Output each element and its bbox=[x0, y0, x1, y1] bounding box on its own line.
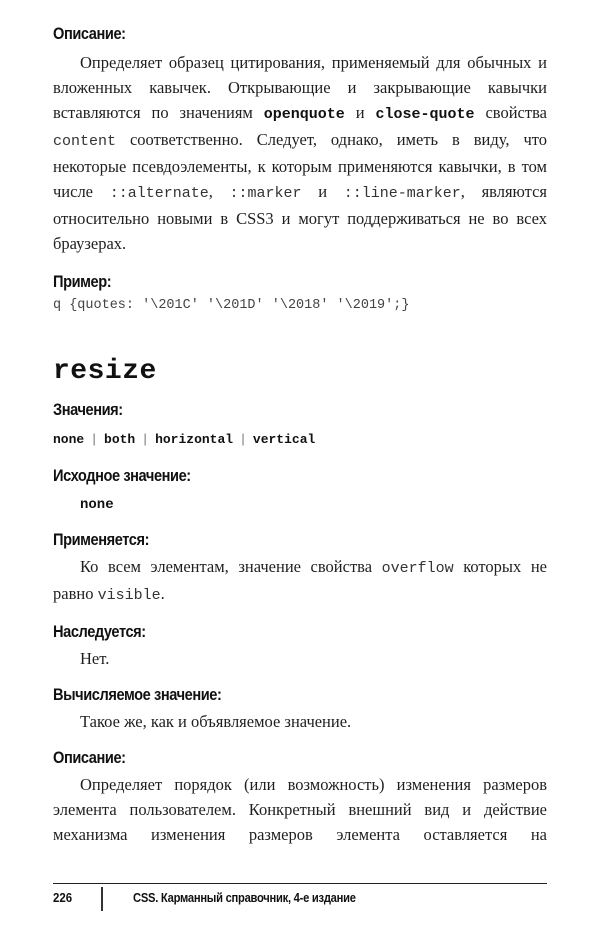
example-heading: Пример: bbox=[53, 272, 112, 291]
text: свойства bbox=[474, 103, 547, 122]
initial-value-code: none bbox=[80, 497, 114, 513]
code-alternate: ::alternate bbox=[109, 185, 209, 202]
book-title: CSS. Карманный справочник, 4-е издание bbox=[133, 890, 356, 905]
separator: | bbox=[239, 432, 247, 447]
resize-description-heading: Описание: bbox=[53, 748, 126, 767]
text: , являются относительно новыми в CSS3 и могут поддерживаться не во всех браузерах. bbox=[53, 182, 547, 253]
code-visible: visible bbox=[97, 587, 161, 604]
code-line-marker: ::line-marker bbox=[343, 185, 461, 202]
text: которых не равно bbox=[53, 557, 547, 603]
text: и bbox=[301, 182, 344, 201]
code-close-quote: close-quote bbox=[375, 106, 475, 123]
value-none: none bbox=[53, 432, 85, 447]
code-openquote: openquote bbox=[263, 106, 345, 123]
text: , bbox=[208, 182, 230, 201]
code-marker: ::marker bbox=[229, 185, 302, 202]
footer-divider bbox=[101, 887, 103, 911]
page-footer bbox=[53, 883, 547, 911]
applies-text bbox=[53, 554, 547, 608]
value-both: both bbox=[104, 432, 136, 447]
description-heading: Описание: bbox=[53, 24, 126, 43]
page-content bbox=[53, 22, 547, 847]
text: . bbox=[160, 584, 165, 603]
code-overflow: overflow bbox=[381, 560, 454, 577]
values-heading: Значения: bbox=[53, 400, 123, 419]
text: Определяет образец цитирования, применяемый для обычных и вложенных кавычек. Открывающие и закрывающие кавычки вставляются по значениям bbox=[53, 53, 547, 122]
computed-heading: Вычисляемое значение: bbox=[53, 685, 222, 704]
initial-value bbox=[53, 490, 547, 518]
page-number: 226 bbox=[53, 890, 73, 905]
applies-heading: Применяется: bbox=[53, 530, 150, 549]
inherited-heading: Наследуется: bbox=[53, 622, 146, 641]
text: и bbox=[344, 103, 376, 122]
value-horizontal: horizontal bbox=[155, 432, 234, 447]
example-code: q {quotes: '\201C' '\201D' '\2018' '\2019';} bbox=[53, 298, 410, 313]
text: Ко всем элементам, значение свойства bbox=[80, 557, 382, 576]
property-title-resize: resize bbox=[53, 356, 157, 387]
code-content: content bbox=[53, 133, 117, 150]
value-vertical: vertical bbox=[252, 432, 316, 447]
inherited-value: Нет. bbox=[80, 649, 110, 668]
separator: | bbox=[141, 432, 150, 447]
text: соответственно. Следует, однако, иметь в виду, что некоторые псевдоэлементы, к которым применяются кавычки, в том числе bbox=[53, 130, 547, 201]
quotes-description bbox=[53, 50, 547, 256]
computed-value: Такое же, как и объявляемое значение. bbox=[80, 712, 352, 731]
values-list bbox=[53, 430, 547, 450]
separator: | bbox=[90, 432, 99, 447]
resize-description: Определяет порядок (или возможность) изменения размеров элемента пользователем. Конкретный внешний вид и действие механизма изменения размеров элемента оставляется на bbox=[53, 775, 547, 844]
initial-value-heading: Исходное значение: bbox=[53, 466, 191, 485]
